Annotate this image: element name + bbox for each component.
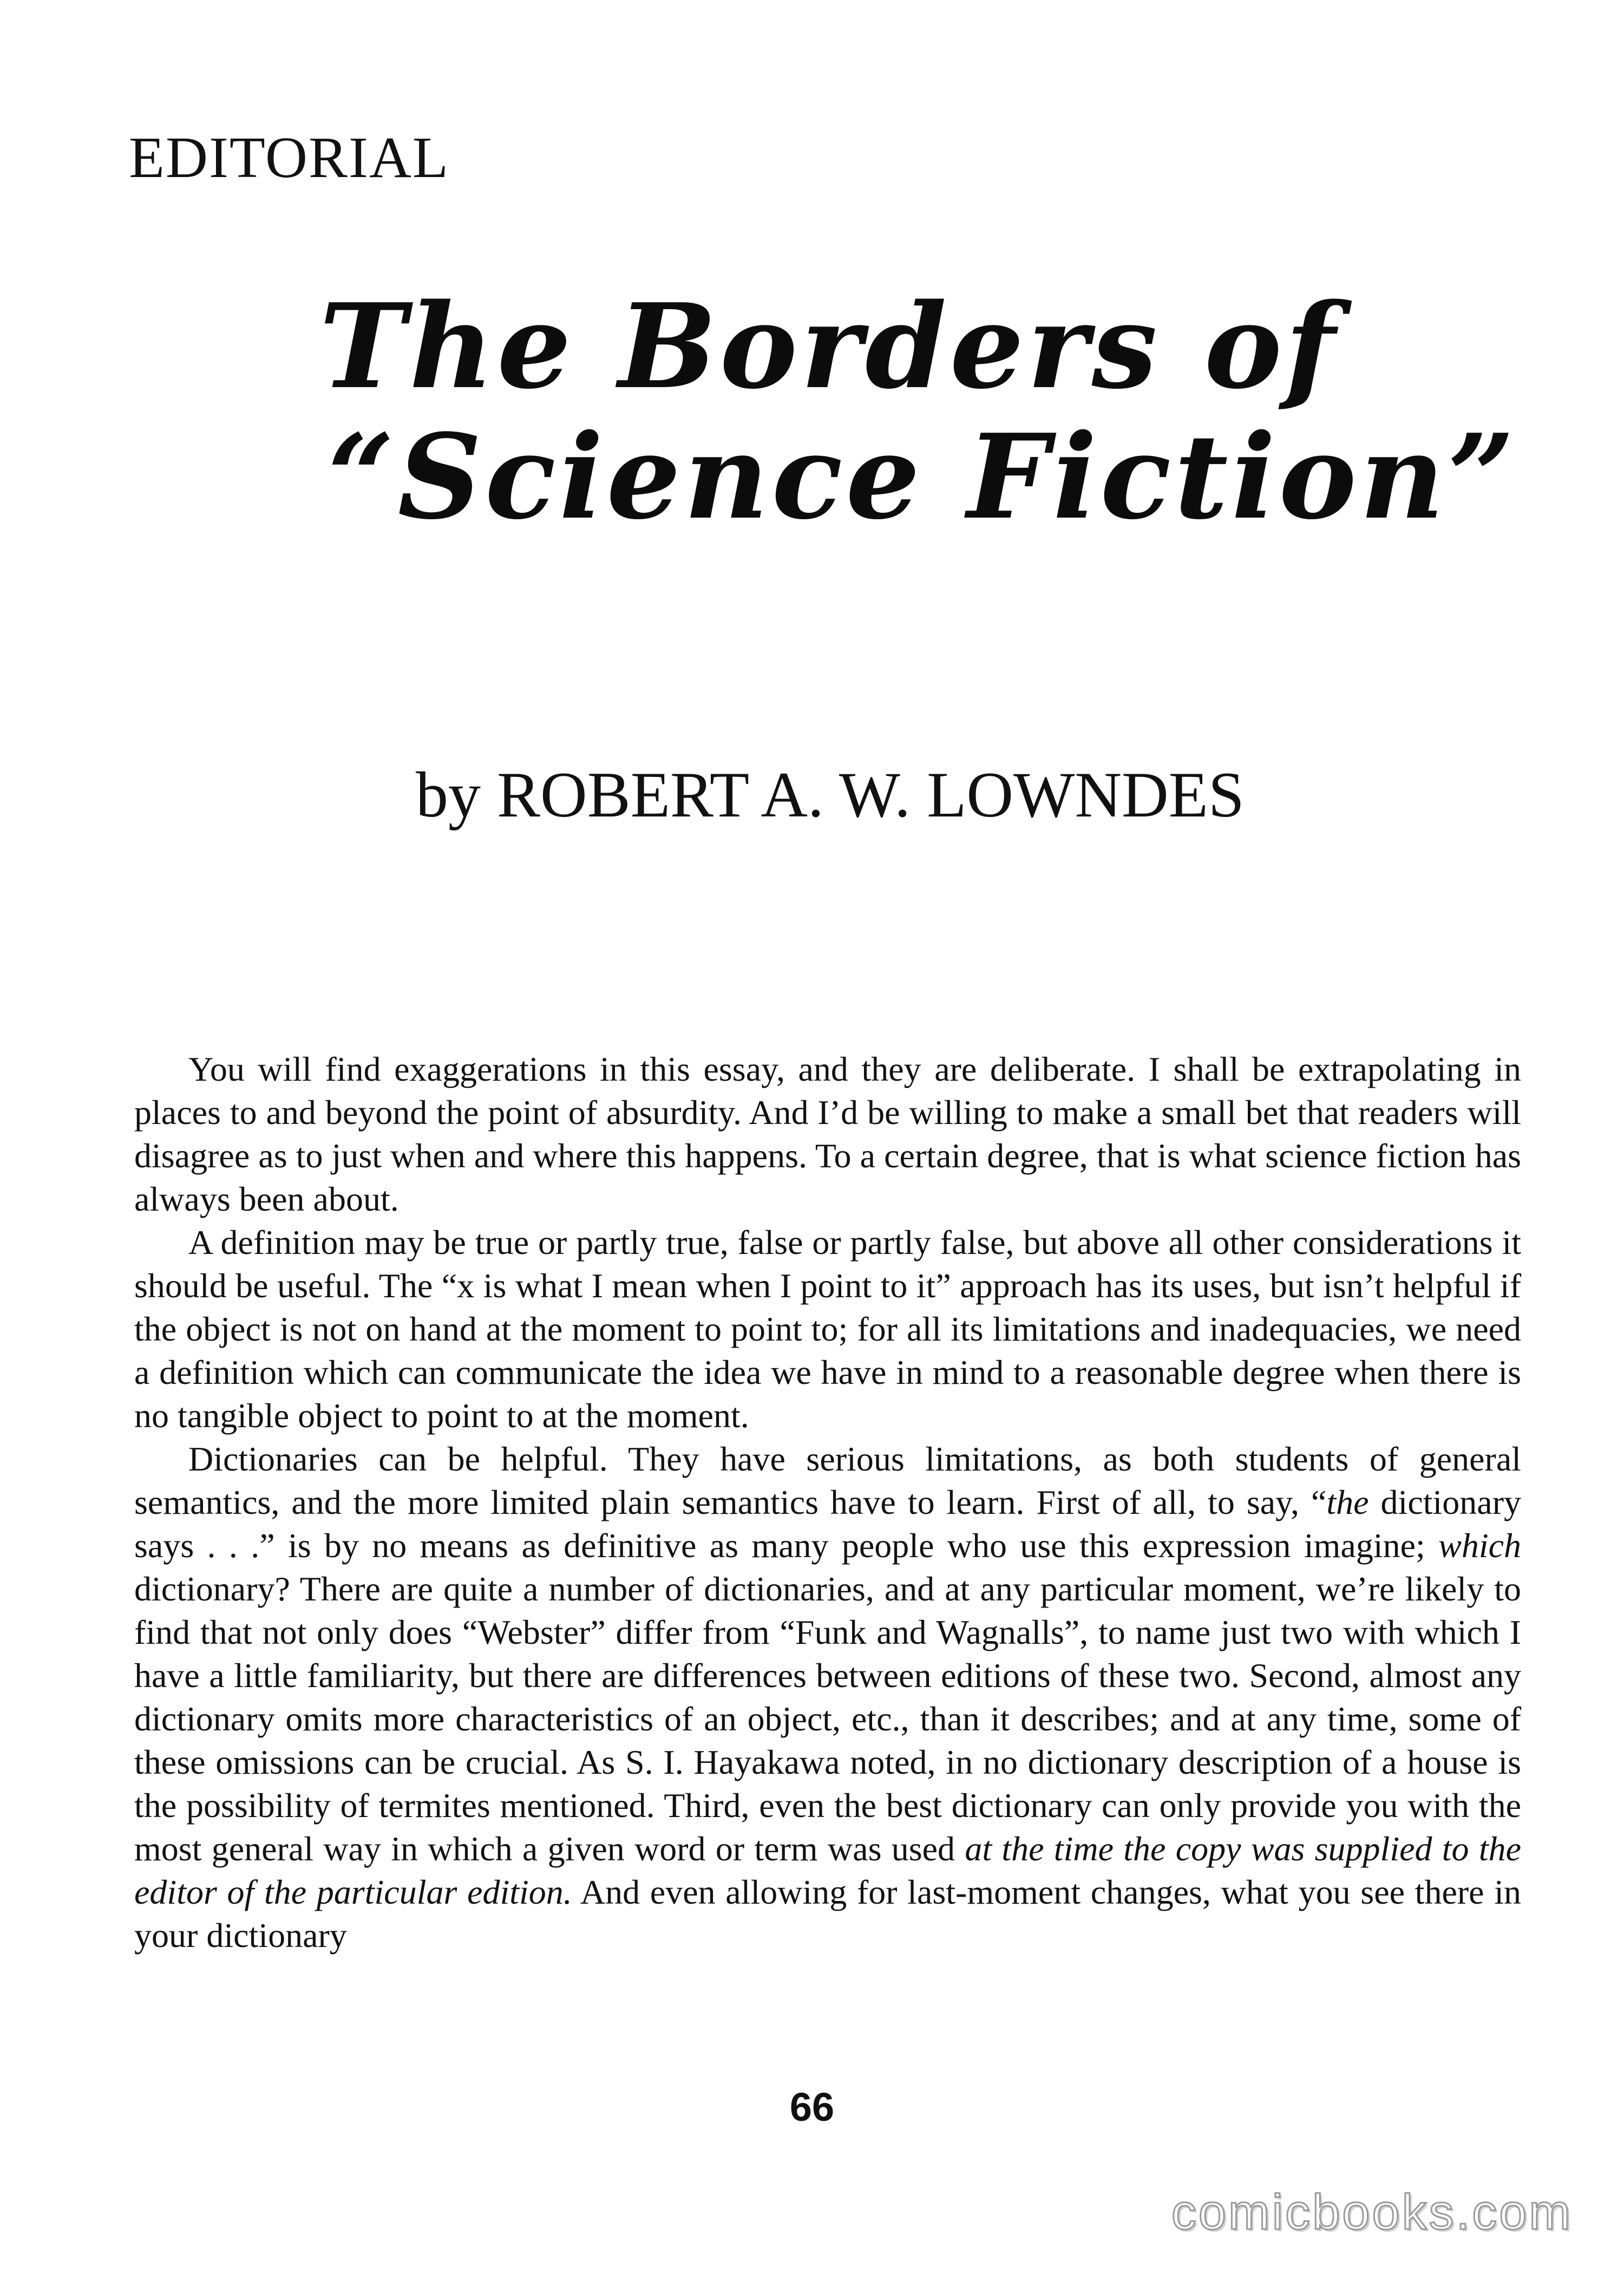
- paragraph-3-italic-the: the: [1326, 1483, 1369, 1521]
- title-line-2: “Science Fiction”: [328, 408, 1518, 545]
- paragraph-1: You will find exaggerations in this essay, and they are deliberate. I shall be extrapolating in places to and beyond the point of absurdity. And I’d be willing to make a small bet that readers will disagree as to just when and where this happens. To a certain degree, that is what science fiction has always been about.: [134, 1050, 1521, 1218]
- paragraph-3: [134, 1437, 1521, 1957]
- section-label: EDITORIAL: [129, 126, 449, 190]
- paragraph-3-italic-which: which: [1438, 1526, 1521, 1565]
- paragraph-3-text-a: Dictionaries can be helpful. They have serious limitations, as both students of general semantics, and the more limited plain semantics have to learn. First of all, to say, “: [134, 1440, 1521, 1521]
- watermark: comicbooks.com: [1171, 2185, 1573, 2240]
- article-title: [319, 278, 1518, 545]
- byline: by ROBERT A. W. LOWNDES: [416, 759, 1245, 831]
- paragraph-3-italic-edition: at the time the copy was supplied to the editor of the particular edition.: [134, 1829, 1522, 1911]
- paragraph-3-text-b: dictionary says . . .” is by no means as definitive as many people who use this expression imagine;: [134, 1483, 1522, 1565]
- paragraph-3-text-d: And even allowing for last-moment changes, what you see there in your dictionary: [134, 1873, 1522, 1955]
- paragraph-2: A definition may be true or partly true, false or partly false, but above all other considerations it should be useful. The “x is what I mean when I point to it” approach has its uses, but isn’t helpful if the object is not on hand at the moment to point to; for all its limitations and inadequacies, we need a definition which can communicate the idea we have in mind to a reasonable degree when there is no tangible object to point to at the moment.: [134, 1223, 1521, 1435]
- page-number: 66: [789, 2084, 835, 2129]
- paragraph-3-text-c: dictionary? There are quite a number of dictionaries, and at any particular moment, we’re likely to find that not only does “Webster” differ from “Funk and Wagnalls”, to name just two with which I have a little familiarity, but there are differences between editions of these two. Second, almost any dictionary omits more characteristics of an object, etc., than it describes; and at any time, some of these omissions can be crucial. As S. I. Hayakawa noted, in no dictionary description of a house is the possibility of termites mentioned. Third, even the best dictionary can only provide you with the most general way in which a given word or term was used: [134, 1570, 1521, 1868]
- article-body: [134, 1048, 1521, 1957]
- title-line-1: The Borders of: [319, 278, 1339, 415]
